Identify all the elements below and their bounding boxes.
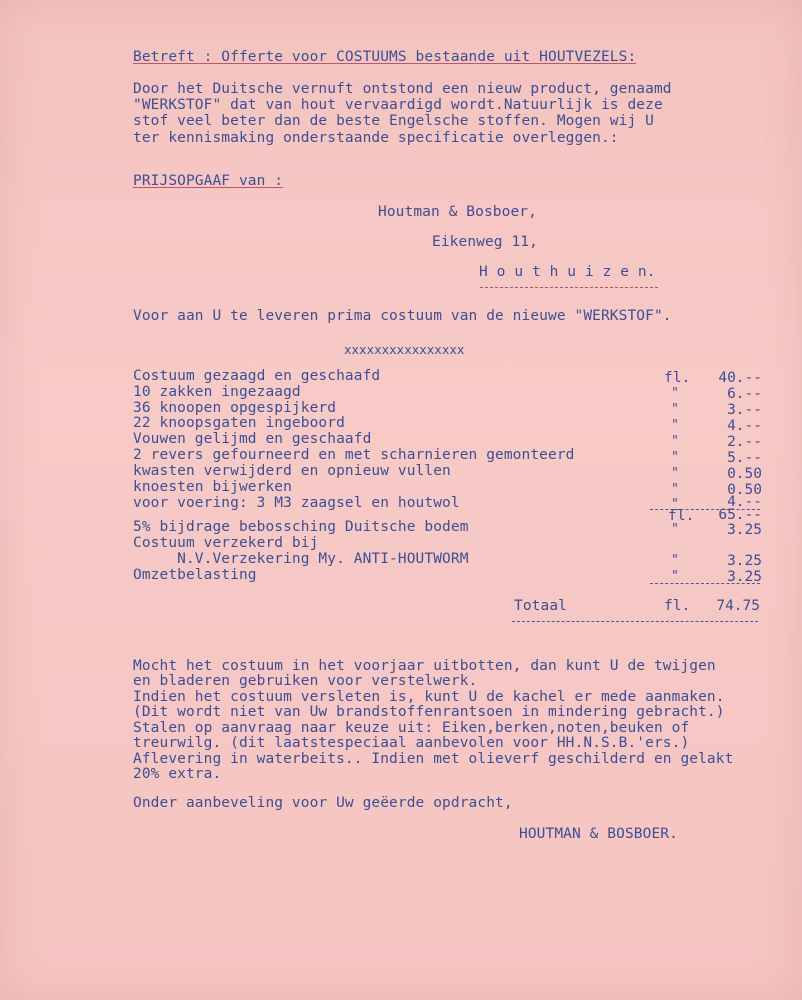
extra-currency: " [671, 553, 679, 568]
item-amount: 0.50 [727, 482, 762, 498]
offer-line: Voor aan U te leveren prima costuum van de nieuwe "WERKSTOF". [133, 308, 672, 324]
address-street: Eikenweg 11, [432, 234, 538, 250]
extra-amount: 3.25 [727, 553, 762, 569]
item-currency: " [671, 450, 679, 465]
signature: HOUTMAN & BOSBOER. [519, 826, 678, 842]
intro-line: Door het Duitsche vernuft ontstond een nieuw product, genaamd [133, 81, 672, 97]
item-amount: 40.-- [718, 370, 762, 386]
closing-line: Indien het costuum versleten is, kunt U de kachel er mede aanmaken. [133, 689, 725, 705]
extra-currency: " [671, 569, 679, 584]
subtotal-amount: 65.-- [718, 507, 762, 523]
item-currency: " [671, 386, 679, 401]
total-currency: fl. [664, 598, 691, 614]
closing-line: (Dit wordt niet van Uw brandstoffenrantsoen in mindering gebracht.) [133, 704, 725, 720]
item-currency: fl. [664, 370, 691, 386]
address-city: H o u t h u i z e n. [479, 264, 656, 280]
closing-line: treurwilg. (dit laatstespeciaal aanbevolen voor HH.N.S.B.'ers.) [133, 735, 690, 751]
item-currency: " [671, 482, 679, 497]
intro-line: stof veel beter dan de beste Engelsche stoffen. Mogen wij U [133, 113, 654, 129]
extra-currency: " [671, 522, 679, 537]
extra-description: 5% bijdrage bebossching Duitsche bodem [133, 519, 469, 535]
extra-description: Costuum verzekerd bij [133, 535, 319, 551]
intro-line: ter kennismaking onderstaande specificatie overleggen.: [133, 130, 619, 146]
item-currency: " [671, 402, 679, 417]
total-label: Totaal [514, 598, 567, 614]
total-underline [512, 621, 758, 622]
item-currency: " [671, 497, 679, 512]
closing-line: en bladeren gebruiken voor verstelwerk. [133, 673, 478, 689]
item-description: 36 knoopen opgespijkerd [133, 400, 337, 416]
item-amount: 6.-- [727, 386, 762, 402]
closing-line: 20% extra. [133, 766, 222, 782]
item-amount: 4.-- [727, 418, 762, 434]
item-description: 2 revers gefourneerd en met scharnieren gemonteerd [133, 447, 575, 463]
subtotal-currency: fl. [668, 508, 695, 524]
subject-line: Betreft : Offerte voor COSTUUMS bestaande uit HOUTVEZELS: [133, 49, 637, 65]
item-amount: 0.50 [727, 466, 762, 482]
item-description: 10 zakken ingezaagd [133, 384, 301, 400]
closing-line: Stalen op aanvraag naar keuze uit: Eiken,berken,noten,beuken of [133, 720, 690, 736]
address-underline [480, 287, 658, 288]
regards-line: Onder aanbeveling voor Uw geëerde opdracht, [133, 795, 513, 811]
extra-amount: 3.25 [727, 522, 762, 538]
item-description: Costuum gezaagd en geschaafd [133, 368, 381, 384]
extra-amount: 3.25 [727, 569, 762, 585]
address-name: Houtman & Bosboer, [378, 204, 537, 220]
item-description: 22 knoopsgaten ingeboord [133, 415, 345, 431]
item-amount: 2.-- [727, 434, 762, 450]
closing-line: Mocht het costuum in het voorjaar uitbotten, dan kunt U de twijgen [133, 658, 716, 674]
extra-description: N.V.Verzekering My. ANTI-HOUTWORM [133, 551, 469, 567]
item-description: voor voering: 3 M3 zaagsel en houtwol [133, 495, 460, 511]
item-amount: 4.-- [727, 494, 762, 510]
extra-description: Omzetbelasting [133, 567, 257, 583]
item-currency: " [671, 434, 679, 449]
item-amount: 3.-- [727, 402, 762, 418]
closing-line: Aflevering in waterbeits.. Indien met olieverf geschilderd en gelakt [133, 751, 734, 767]
total-amount: 74.75 [716, 598, 760, 614]
item-description: knoesten bijwerken [133, 479, 292, 495]
item-amount: 5.-- [727, 450, 762, 466]
total-divider [650, 583, 760, 584]
item-description: Vouwen gelijmd en geschaafd [133, 431, 372, 447]
separator-line: xxxxxxxxxxxxxxxx [344, 342, 465, 357]
intro-line: "WERKSTOF" dat van hout vervaardigd wordt.Natuurlijk is deze [133, 97, 663, 113]
item-currency: " [671, 466, 679, 481]
item-currency: " [671, 418, 679, 433]
prijsopgaaf-heading: PRIJSOPGAAF van : [133, 173, 284, 189]
item-description: kwasten verwijderd en opnieuw vullen [133, 463, 451, 479]
